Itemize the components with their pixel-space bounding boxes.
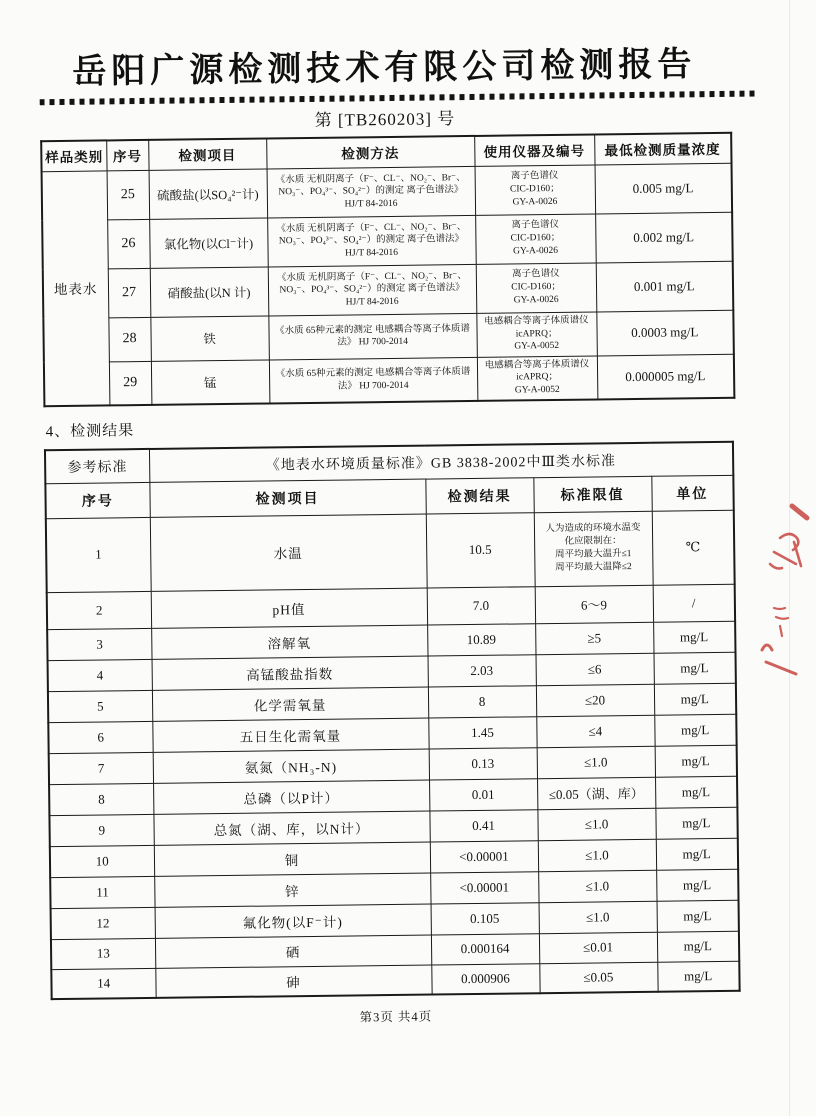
result-cell: 0.41 xyxy=(429,809,537,841)
limit-cell: ≤20 xyxy=(536,684,654,716)
unit-cell: mg/L xyxy=(657,900,739,932)
seq-no-cell: 14 xyxy=(51,968,155,999)
instrument-cell: 电感耦合等离子体质谱仪icAPRQ； GY-A-0052 xyxy=(477,355,598,400)
test-item-cell: 锌 xyxy=(154,873,430,907)
test-item-cell: 五日生化需氧量 xyxy=(152,718,428,752)
test-item-cell: 化学需氧量 xyxy=(152,687,428,721)
seq-no-cell: 11 xyxy=(50,876,154,908)
header-test-method: 检测方法 xyxy=(266,136,474,169)
methods-table xyxy=(40,132,735,407)
result-cell: 0.105 xyxy=(431,902,539,934)
limit-cell: ≤1.0 xyxy=(537,808,655,840)
instrument-cell: 离子色谱仪 CIC-D160； GY-A-0026 xyxy=(475,213,596,263)
seq-no-cell: 26 xyxy=(107,219,150,269)
instrument-cell: 离子色谱仪 CIC-D160； GY-A-0026 xyxy=(475,164,596,214)
test-item-cell: 硒 xyxy=(155,935,431,968)
limit-cell: ≤1.0 xyxy=(538,839,656,871)
seq-no-cell: 29 xyxy=(109,361,152,406)
header-seq-no: 序号 xyxy=(106,140,148,171)
test-item-cell: 锰 xyxy=(151,359,270,404)
test-item-cell: 高锰酸盐指数 xyxy=(152,656,428,690)
seq-no-cell: 25 xyxy=(107,170,150,220)
header-limit: 标准限值 xyxy=(533,476,651,512)
test-method-cell: 《水质 65种元素的测定 电感耦合等离子体质谱法》 HJ 700-2014 xyxy=(268,313,477,360)
header-test-item: 检测项目 xyxy=(149,479,425,517)
unit-cell: mg/L xyxy=(655,807,737,839)
seq-no-cell: 4 xyxy=(48,659,152,691)
header-sample-category: 样品类别 xyxy=(41,140,106,171)
seq-no-cell: 10 xyxy=(50,845,154,877)
test-item-cell: 氨氮（NH₃-N) xyxy=(153,749,429,783)
test-item-cell: 溶解氧 xyxy=(151,625,427,659)
lod-cell: 0.0003 mg/L xyxy=(596,310,734,356)
sample-category-cell: 地表水 xyxy=(42,170,110,406)
test-method-cell: 《水质 无机阴离子（F⁻、CL⁻、NO₂⁻、Br⁻、NO₃⁻、PO₄³⁻、SO₄²⁻）的测定 离子色谱法》 HJ/T 84-2016 xyxy=(267,215,476,267)
test-item-cell: 铜 xyxy=(154,842,430,876)
table-row xyxy=(43,261,734,318)
unit-cell: mg/L xyxy=(657,931,739,962)
result-cell: 7.0 xyxy=(427,586,535,624)
seq-no-cell: 27 xyxy=(108,268,151,318)
result-cell: 10.89 xyxy=(427,623,535,655)
result-cell: <0.00001 xyxy=(430,840,538,872)
test-item-cell: 总氮（湖、库，以N计） xyxy=(153,811,429,845)
test-item-cell: pH值 xyxy=(151,588,427,628)
result-cell: 10.5 xyxy=(426,512,535,587)
limit-cell: ≤0.05（湖、库） xyxy=(537,777,655,809)
reference-standard-label: 参考标准 xyxy=(45,449,149,483)
table-row xyxy=(42,163,733,220)
section-4-label: 4、检测结果 xyxy=(45,423,135,441)
lod-cell: 0.000005 mg/L xyxy=(597,354,735,400)
header-unit: 单位 xyxy=(651,475,733,511)
table-row xyxy=(42,212,733,269)
test-item-cell: 氟化物(以F⁻计) xyxy=(155,904,431,938)
header-instrument: 使用仪器及编号 xyxy=(474,134,594,165)
limit-cell: ≤1.0 xyxy=(537,746,655,778)
table-row xyxy=(44,354,734,406)
limit-cell: ≤6 xyxy=(535,653,653,685)
result-cell: 0.000164 xyxy=(431,933,539,964)
test-method-cell: 《水质 无机阴离子（F⁻、CL⁻、NO₂⁻、Br⁻、NO₃⁻、PO₄³⁻、SO₄²⁻）的测定 离子色谱法》 HJ/T 84-2016 xyxy=(267,166,476,218)
unit-cell: mg/L xyxy=(655,776,737,808)
seq-no-cell: 1 xyxy=(46,517,151,592)
test-item-cell: 总磷（以P计） xyxy=(153,780,429,814)
result-cell: <0.00001 xyxy=(430,871,538,903)
lod-cell: 0.005 mg/L xyxy=(595,163,733,214)
test-method-cell: 《水质 65种元素的测定 电感耦合等离子体质谱法》 HJ 700-2014 xyxy=(269,357,478,404)
result-cell: 1.45 xyxy=(428,716,536,748)
unit-cell: / xyxy=(653,584,735,622)
unit-cell: ℃ xyxy=(652,510,735,585)
header-lod: 最低检测质量浓度 xyxy=(594,133,731,165)
seq-no-cell: 3 xyxy=(47,628,151,660)
unit-cell: mg/L xyxy=(656,869,738,901)
page-number-footer: 第3页 共4页 xyxy=(359,1009,433,1025)
unit-cell: mg/L xyxy=(657,961,739,992)
instrument-cell: 电感耦合等离子体质谱仪icAPRQ； GY-A-0052 xyxy=(476,311,597,356)
result-cell: 0.01 xyxy=(429,778,537,810)
scan-page-edge xyxy=(789,0,790,1116)
table-row xyxy=(46,510,735,592)
limit-cell: ≤0.05 xyxy=(539,962,657,993)
report-number: 第 [TB260203] 号 xyxy=(314,109,456,130)
header-test-item: 检测项目 xyxy=(148,138,266,169)
red-pen-marks xyxy=(752,492,816,692)
limit-cell: ≤0.01 xyxy=(539,932,657,963)
seq-no-cell: 8 xyxy=(49,783,153,815)
limit-cell: ≤1.0 xyxy=(538,870,656,902)
seq-no-cell: 2 xyxy=(47,591,151,629)
test-item-cell: 铁 xyxy=(150,315,269,360)
instrument-cell: 离子色谱仪 CIC-D160； GY-A-0026 xyxy=(476,262,597,312)
results-table xyxy=(44,441,741,1000)
unit-cell: mg/L xyxy=(655,745,737,777)
seq-no-cell: 6 xyxy=(48,721,152,753)
test-item-cell: 硫酸盐(以SO₄²⁻计) xyxy=(149,168,268,218)
unit-cell: mg/L xyxy=(653,652,735,684)
unit-cell: mg/L xyxy=(653,621,735,653)
seq-no-cell: 28 xyxy=(108,317,151,362)
limit-cell: 人为造成的环境水温变 化应限制在： 周平均最大温升≤1 周平均最大温降≤2 xyxy=(534,511,653,586)
seq-no-cell: 12 xyxy=(51,907,155,939)
result-cell: 2.03 xyxy=(428,654,536,686)
limit-cell: ≤4 xyxy=(536,715,654,747)
test-item-cell: 水温 xyxy=(150,514,427,591)
unit-cell: mg/L xyxy=(656,838,738,870)
limit-cell: ≥5 xyxy=(535,622,653,654)
result-cell: 0.000906 xyxy=(431,963,539,994)
test-item-cell: 氯化物(以Cl⁻计) xyxy=(149,217,268,267)
reference-standard-value: 《地表水环境质量标准》GB 3838-2002中Ⅲ类水标准 xyxy=(149,442,733,482)
report-content xyxy=(39,36,741,1029)
unit-cell: mg/L xyxy=(654,683,736,715)
lod-cell: 0.001 mg/L xyxy=(596,261,734,312)
limit-cell: 6～9 xyxy=(535,585,653,623)
test-item-cell: 硝酸盐(以N 计) xyxy=(150,266,269,316)
seq-no-cell: 7 xyxy=(49,752,153,784)
header-result: 检测结果 xyxy=(425,477,533,513)
seq-no-cell: 9 xyxy=(49,814,153,846)
seq-no-cell: 13 xyxy=(51,938,155,969)
test-item-cell: 砷 xyxy=(155,965,431,998)
result-cell: 0.13 xyxy=(429,747,537,779)
result-cell: 8 xyxy=(428,685,536,717)
unit-cell: mg/L xyxy=(654,714,736,746)
lod-cell: 0.002 mg/L xyxy=(595,212,733,263)
page-title: 岳阳广源检测技术有限公司检测报告 xyxy=(72,45,697,91)
header-seq-no: 序号 xyxy=(45,482,149,518)
limit-cell: ≤1.0 xyxy=(539,901,657,933)
test-method-cell: 《水质 无机阴离子（F⁻、CL⁻、NO₂⁻、Br⁻、NO₃⁻、PO₄³⁻、SO₄²⁻）的测定 离子色谱法》 HJ/T 84-2016 xyxy=(268,264,477,316)
seq-no-cell: 5 xyxy=(48,690,152,722)
